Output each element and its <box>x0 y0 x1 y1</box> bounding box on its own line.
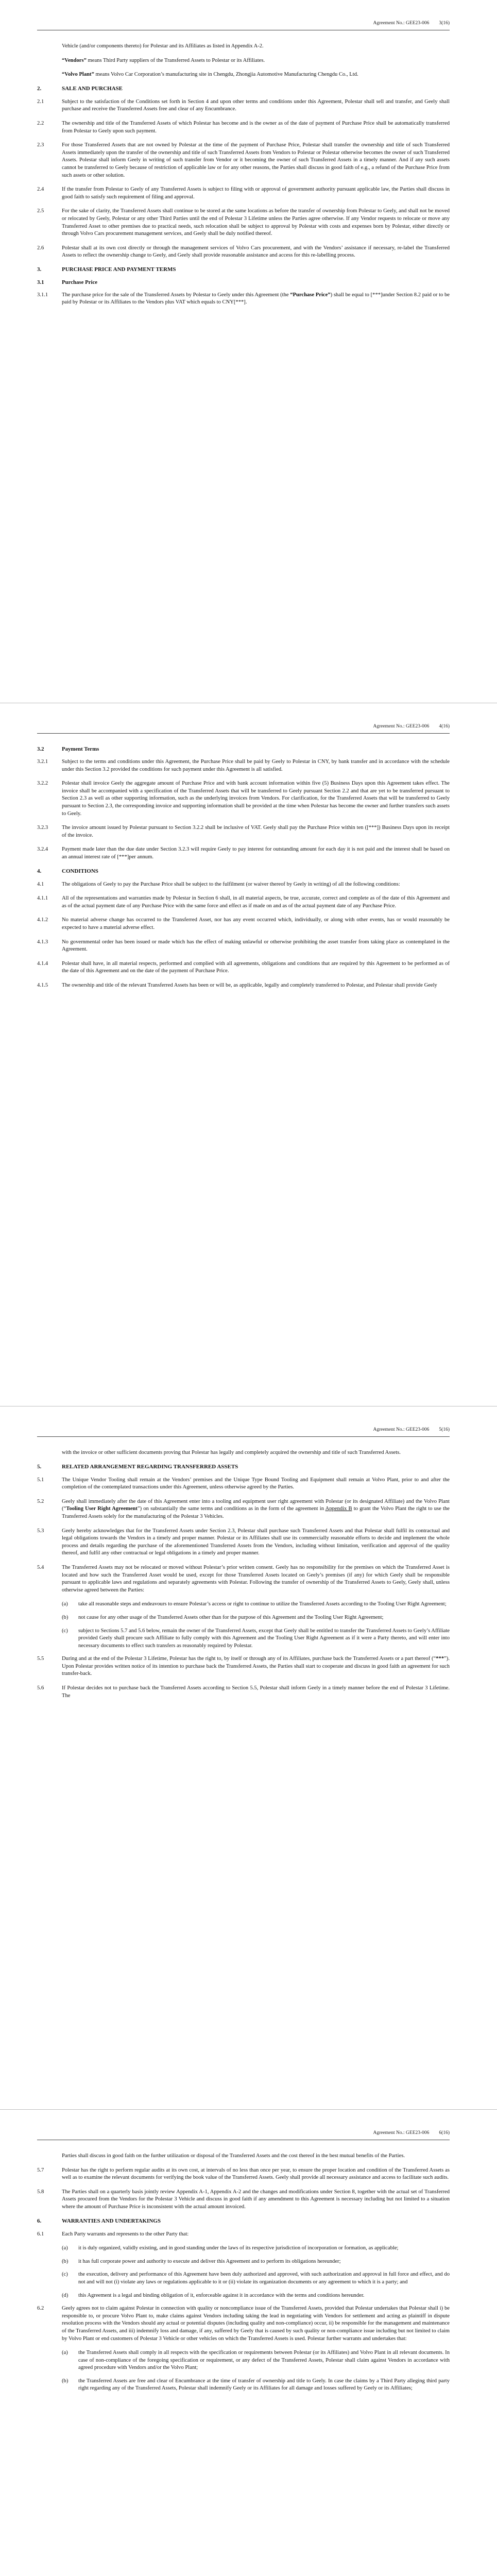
clause-text: Geely agrees not to claim against Polestar in connection with quality or noncompliance issue of the Transferred Assets, provided that Polestar undertakes that Polestar shall i) be responsible to, or procure Volvo Plant to, make claims against Vendors including taking the lead in negotiating with Vendors for settlement and acting as plaintiff in dispute resolution process with the Vendors should any actual or potential disputes (including quality and non-compliance) occur, ii) be responsible for the management and maintenance of the Transferred Assets, and iii) indemnify loss and damage, if any, suffered by Geely that is caused by such quality or non-compliance issue including but not limited to claim by Volvo Plant or end customers of Polestar 3 Vehicle or other vehicles on which the Transferred Assets is used. Polestar further warrants and undertakes that: <box>62 2306 450 2342</box>
clause-number: 6.2 <box>37 2306 44 2312</box>
definition-vendors <box>62 57 450 65</box>
clause-text-part: ) shall be equal to [***]under Section 8.2 paid or to be paid by Polestar or its Affiliates to the Vendors plus VAT which equals to CNY[***]. <box>62 292 450 306</box>
clause-text: The Transferred Assets may not be relocated or moved without Polestar’s prior written consent. Geely has no responsibility for the premises on which the Transferred Asset is located and how such the Transferred Asset would be used, except for those Transferred Assets located on Geely’s premises (if any) for which Geely shall be responsible pursuant to applicable laws and regulations and separately agreements with Polestar. Following the transfer of ownership of the Transferred Assets to Geely, Geely shall, unless otherwise agreed between the Parties: <box>62 1564 450 1593</box>
sub-clause-text: subject to Sections 5.7 and 5.6 below, remain the owner of the Transferred Assets, except that Geely shall be entitled to transfer the Transferred Assets to Geely’s Affiliate provided Geely shall procure such Affiliate to fully comply with this Agreement and the Tooling User Right Agreement as if it were a Party thereto, and will enter into necessary documents to effect such transfers as reasonably required by Polestar. <box>78 1628 450 1649</box>
clause <box>37 960 450 975</box>
clause-text: No material adverse change has occurred to the Transferred Asset, nor has any event occurred which, individually, or along with other events, has or would reasonably be expected to have a material adverse effect. <box>62 917 450 930</box>
definition-volvo-plant <box>62 71 450 79</box>
clause-number: 4.1.1 <box>37 895 48 902</box>
clause <box>37 2305 450 2343</box>
section-title: WARRANTIES AND UNDERTAKINGS <box>62 2217 161 2224</box>
clause-text-part: Geely shall immediately after the date of this Agreement enter into a tooling and equipment user right agreement with Polestar (or its designated Affiliate) and the Volvo Plant (“ <box>62 1498 450 1512</box>
clause-text: Subject to the terms and conditions under this Agreement, the Purchase Price shall be paid by Geely to Polestar in CNY, by bank transfer and in accordance with the schedule under this Section 3.2 provided the conditions for such payment under this Agreement is all satisfied. <box>62 759 450 772</box>
section-title: PURCHASE PRICE AND PAYMENT TERMS <box>62 266 176 273</box>
clause <box>37 245 450 260</box>
page-6 <box>0 2110 497 2576</box>
clause-number: 2.6 <box>37 245 44 251</box>
sub-clause-letter: (a) <box>62 2245 68 2251</box>
subsection-title: Purchase Price <box>62 279 98 285</box>
clause-number: 2.1 <box>37 98 44 105</box>
sub-clause <box>62 2378 450 2393</box>
sub-clause-letter: (b) <box>62 1614 68 1620</box>
clause-number: 5.7 <box>37 2167 44 2173</box>
clause <box>37 186 450 201</box>
clause-text: If Polestar decides not to purchase back the Transferred Assets according to Section 5.5, Polestar shall inform Geely in a timely manner before the end of Polestar 3 Lifetime. The <box>62 1685 450 1699</box>
clause-text <box>62 1655 450 1678</box>
clause-text: All of the representations and warranties made by Polestar in Section 6 shall, in all material aspects, be true, accurate, correct and complete as of the date of this Agreement and as of the actual payment date of any Purchase Price with the same force and effect as if made on and as of the actual payment date of any Purchase Price. <box>62 895 450 909</box>
sub-clause <box>62 1614 450 1622</box>
clause-text: The Unique Vendor Tooling shall remain at the Vendors’ premises and the Unique Type Bound Tooling and Equipment shall remain at Volvo Plant, prior to and after the completion of the contemplated transactions under this Agreement, unless otherwise agreed by the Parties. <box>62 1477 450 1490</box>
sub-clause-letter: (c) <box>62 1628 68 1634</box>
clause-text-part: The purchase price for the sale of the Transferred Assets by Polestar to Geely under this Agreement (the <box>62 292 290 298</box>
sub-clause-text: not cause for any other usage of the Transferred Assets other than for the purpose of this Agreement and the Tooling User Right Agreement; <box>78 1614 384 1620</box>
page-header <box>37 20 450 27</box>
clause <box>37 758 450 773</box>
sub-clause-letter: (b) <box>62 2258 68 2264</box>
clause-text: Each Party warrants and represents to the other Party that: <box>62 2231 189 2237</box>
page-number: 4(16) <box>439 724 450 729</box>
clause-text: Polestar shall at its own cost directly or through the management services of Volvo Cars procurement, and with the Vendors’ assistance if necessary, re-label the Transferred Assets to reflect the ownership change to Geely, and Geely shall provide reasonable assistance and access for this re-labelling process. <box>62 245 450 259</box>
clause <box>37 2231 450 2239</box>
sub-clause-text: the execution, delivery and performance of this Agreement have been duly authorized and approved, with such authorization and approval in full force and effect, and do not and will not (i) violate any laws or regulations applicable to it or (ii) violate its organization documents or any agreement to which it is a party; and <box>78 2272 450 2285</box>
clause-text-part: ”). Upon Polestar provides written notice of its intention to purchase back the Transferred Assets, the Parties shall start to cooperate and discuss in good faith an agreement for such transfer-back. <box>62 1656 450 1677</box>
clause-number: 2.5 <box>37 208 44 214</box>
subsection-number: 3.2 <box>37 746 44 752</box>
clause-number: 2.2 <box>37 120 44 126</box>
clause-number: 5.3 <box>37 1528 44 1534</box>
clause-number: 3.2.4 <box>37 846 48 853</box>
sub-clause <box>62 2245 450 2252</box>
sub-clause-text: this Agreement is a legal and binding obligation of it, enforceable against it in accordance with the terms and conditions hereunder. <box>78 2292 365 2298</box>
clause <box>37 780 450 818</box>
clause-text: Payment made later than the due date under Section 3.2.3 will require Geely to pay interest for outstanding amount for each day it is not paid and the interest shall be based on an annual interest rate of [***]per annum. <box>62 846 450 860</box>
clause <box>37 208 450 238</box>
section-number: 6. <box>37 2217 42 2224</box>
clause <box>37 846 450 861</box>
sub-clause-letter: (a) <box>62 2350 68 2356</box>
sub-clause-letter: (c) <box>62 2272 68 2278</box>
sub-clause-text: it has full corporate power and authority to execute and deliver this Agreement and to perform its obligations hereunder; <box>78 2258 341 2264</box>
section-number: 3. <box>37 266 42 273</box>
clause-text: If the transfer from Polestar to Geely of any Transferred Assets is subject to filing with or approval of government authority pursuant applicable law, the Parties shall discuss in good faith to satisfy such requirement of filing and approval. <box>62 187 450 200</box>
clause-text: The obligations of Geely to pay the Purchase Price shall be subject to the fulfilment (or waiver thereof by Geely in writing) of all the following conditions: <box>62 881 400 887</box>
sub-clause-text: take all reasonable steps and endeavours to ensure Polestar’s access or right to continue to utilize the Transferred Assets according to the Tooling User Right Agreement; <box>78 1601 447 1607</box>
clause <box>37 895 450 910</box>
clause-number: 4.1.5 <box>37 982 48 988</box>
clause-text: Polestar has the right to perform regular audits at its own cost, at intervals of no less than once per year, to ensure the proper location and condition of the Transferred Assets as well as to examine the relevant documents for verifying the book value of the Transferred Assets. Geely shall provide all necessary assistance and access to facilitate such audits. <box>62 2167 450 2181</box>
sub-clause <box>62 2258 450 2266</box>
sub-clause-text: it is duly organized, validly existing, and in good standing under the laws of its respective jurisdiction of incorporation or formation, as applicable; <box>78 2245 399 2251</box>
agreement-number: Agreement No.: GEE23-006 <box>373 1427 430 1432</box>
clause-number: 5.4 <box>37 1564 44 1570</box>
sub-clause <box>62 2349 450 2372</box>
clause <box>37 1655 450 1678</box>
definition-text: means Volvo Car Corporation’s manufacturing site in Chengdu, Zhongjia Automotive Manufacturing Chengdu Co., Ltd. <box>94 72 358 78</box>
clause-number: 5.5 <box>37 1656 44 1662</box>
definition-term: “Vendors” <box>62 57 87 63</box>
clause-number: 4.1.4 <box>37 960 48 967</box>
sub-clause <box>62 1601 450 1608</box>
clause-text: For those Transferred Assets that are not owned by Polestar at the time of the payment of Purchase Price, Polestar shall transfer the ownership and title of such Transferred Assets immediately upon the transfer of the ownership and title of such Transferred Assets from Vendors to Polestar or Polestar otherwise becomes the owner of such Transferred Assets. Polestar shall inform Geely in writing of such transfer from Vendor or it becoming the owner of such Transferred Assets in a timely manner. And if any such assets cannot be transferred to Geely because of restriction of applicable law or for any other reasons, the Parties shall discuss in good faith of e.g., a refund of the Purchase Price from such assets or other solution. <box>62 142 450 178</box>
clause-number: 3.2.1 <box>37 759 48 765</box>
agreement-number: Agreement No.: GEE23-006 <box>373 21 430 26</box>
definition-term: “Volvo Plant” <box>62 72 94 78</box>
section-heading <box>37 86 450 92</box>
clause-continuation: with the invoice or other sufficient documents proving that Polestar has legally and completely acquired the ownership and title of such Transferred Assets. <box>62 1450 401 1455</box>
section-heading <box>37 266 450 273</box>
clause-text: The ownership and title of the relevant Transferred Assets has been or will be, as applicable, legally and completely transferred to Polestar, and Polestar shall provide Geely <box>62 982 437 988</box>
section-heading <box>37 868 450 874</box>
clause <box>37 2189 450 2211</box>
subsection-heading <box>37 279 450 285</box>
definition-continuation: Vehicle (and/or components thereto) for Polestar and its Affiliates as listed in Appendix A-2. <box>62 43 264 49</box>
header-rule <box>37 733 450 734</box>
clause-text <box>62 1498 450 1521</box>
section-number: 5. <box>37 1463 42 1470</box>
clause-number: 3.2.2 <box>37 781 48 787</box>
clause-number: 5.6 <box>37 1685 44 1691</box>
section-heading <box>37 1464 450 1470</box>
sub-clause-text: the Transferred Assets are free and clear of Encumbrance at the time of transfer of ownership and title to Geely. In case the claims by a Third Party alleging third party right regarding any of the Transferred Assets, Polestar shall indemnify Geely or its Affiliates for all damage and losses suffered by Geely or its Affiliates; <box>78 2378 450 2392</box>
clause-text-part: ”) on substantially the same terms and conditions as in the form of the agreement in <box>137 1506 325 1512</box>
sub-clause <box>62 2271 450 2286</box>
clause <box>37 1564 450 1594</box>
section-title: RELATED ARRANGEMENT REGARDING TRANSFERRED ASSETS <box>62 1463 238 1470</box>
clause-number: 3.2.3 <box>37 825 48 831</box>
clause-text: Polestar shall invoice Geely the aggregate amount of Purchase Price and with bank account information within five (5) Business Days upon this Agreement takes effect. The invoice shall be accompanied with a specification of the Transferred Assets that will be transferred to Geely pursuant Section 2.2 and that are yet to be transferred pursuant to Section 2.3 as well as other supporting information, such as the underlying invoices from Vendors. For clarification, for the Transferred Assets that will be transferred to Geely pursuant to Section 2.3, the corresponding invoice and supporting information shall be provided at the time when Polestar has become the owner and further transfers such assets to Geely. <box>62 781 450 817</box>
clause-text: Polestar shall have, in all material respects, performed and complied with all agreements, obligations and conditions that are required by this Agreement to be performed as of the date of this Agreement and on the date of the payment of Purchase Price. <box>62 960 450 974</box>
sub-clause <box>62 2292 450 2300</box>
clause <box>37 120 450 135</box>
clause-number: 2.4 <box>37 187 44 193</box>
page-header <box>37 2129 450 2137</box>
header-rule <box>37 1436 450 1437</box>
clause <box>37 2167 450 2182</box>
clause <box>37 982 450 990</box>
clause-text: Subject to the satisfaction of the Conditions set forth in Section 4 and upon other terms and conditions under this Agreement, Polestar shall sell and transfer, and Geely shall purchase and receive the Transferred Assets free and clear of any Encumbrance. <box>62 98 450 112</box>
clause <box>37 824 450 839</box>
clause <box>37 1528 450 1557</box>
page-4 <box>0 703 497 1406</box>
clause <box>37 917 450 931</box>
clause-text: The invoice amount issued by Polestar pursuant to Section 3.2.2 shall be inclusive of VAT. Geely shall pay the Purchase Price within ten ([***]) Business Days upon its receipt of the invoice. <box>62 825 450 838</box>
clause <box>37 1498 450 1521</box>
clause-text <box>62 292 450 307</box>
defined-term: *** <box>436 1656 444 1662</box>
page-3 <box>0 0 497 703</box>
clause <box>37 142 450 179</box>
section-title: CONDITIONS <box>62 868 98 874</box>
section-title: SALE AND PURCHASE <box>62 85 123 92</box>
page-number: 3(16) <box>439 21 450 26</box>
sub-clause-letter: (d) <box>62 2292 68 2298</box>
agreement-number: Agreement No.: GEE23-006 <box>373 724 430 729</box>
clause-number: 4.1 <box>37 881 44 887</box>
clause-number: 5.2 <box>37 1498 44 1504</box>
sub-clause-text: the Transferred Assets shall comply in all respects with the specification or requirements between Polestar (or its Affiliates) and Volvo Plant in all relevant documents. In case of non-compliance of the foregoing specification or requirement, or any defect of the Transferred Assets, Polestar shall claim against Vendors in accordance with agreed procedure with Vendors and/or the Volvo Plant; <box>78 2350 450 2371</box>
clause-text: The ownership and title of the Transferred Assets of which Polestar has become and is the owner as of the date of payment of Purchase Price shall be automatically transferred from Polestar to Geely upon such payment. <box>62 120 450 134</box>
clause <box>37 939 450 954</box>
clause-text-part: to grant the Volvo Plant the right to use the Transferred Assets solely for the manufacturing of the Polestar 3 Vehicles. <box>62 1506 450 1519</box>
clause-number: 4.1.3 <box>37 939 48 945</box>
clause <box>37 292 450 307</box>
page-5 <box>0 1406 497 2109</box>
page-header <box>37 723 450 730</box>
clause-continuation: Parties shall discuss in good faith on the further utilization or disposal of the Transferred Assets and the cost thereof in the best mutual benefits of the Parties. <box>62 2153 405 2159</box>
clause <box>37 1685 450 1700</box>
section-heading <box>37 2218 450 2224</box>
clause <box>37 98 450 113</box>
clause <box>37 1477 450 1492</box>
page-number: 5(16) <box>439 1427 450 1432</box>
clause-text: No governmental order has been issued or made which has the effect of making unlawful or otherwise prohibiting the asset transfer from taking place as contemplated in the Agreement. <box>62 939 450 953</box>
definition-text: means Third Party suppliers of the Transferred Assets to Polestar or its Affiliates. <box>86 57 265 63</box>
clause-number: 4.1.2 <box>37 917 48 923</box>
sub-clause <box>62 1628 450 1650</box>
clause-text: For the sake of clarity, the Transferred Assets shall continue to be stored at the same locations as before the transfer of ownership from Polestar to Geely, and shall not be moved or relocated by Geely, Polestar or any other Third Parties until the end of Polestar 3 Lifetime unless the Parties agree otherwise. If any Vendor requests to relocate or move any Transferred Asset to other premises due to practical needs, such relocation shall be subject to approval by Polestar with costs and expenses born by Polestar, either directly or through Volvo Cars procurement management services, and Geely shall be duly notified thereof. <box>62 208 450 237</box>
page-header <box>37 1426 450 1433</box>
defined-term: Tooling User Right Agreement <box>66 1506 138 1512</box>
subsection-title: Payment Terms <box>62 746 99 752</box>
subsection-number: 3.1 <box>37 279 44 285</box>
defined-term: “Purchase Price” <box>290 292 331 298</box>
clause-text: Geely hereby acknowledges that for the Transferred Assets under Section 2.3, Polestar shall purchase such Transferred Assets and that Polestar shall fulfil its contractual and legal obligations towards the Vendors in a timely and proper manner. Polestar or its Affiliates shall use its commercially reasonable efforts to decide and implement the whole process and details regarding the purchase of the aforementioned Transferred Assets from the Vendors, including without limitation, verification and approval of the quality thereof, and fulfil any other contractual or legal obligations in a timely and proper manner. <box>62 1528 450 1556</box>
agreement-number: Agreement No.: GEE23-006 <box>373 2130 430 2136</box>
clause-number: 5.8 <box>37 2189 44 2195</box>
appendix-reference: Appendix B <box>325 1506 352 1512</box>
clause-text: The Parties shall on a quarterly basis jointly review Appendix A-1, Appendix A-2 and the changes and modifications under Section 8, together with the actual set of Transferred Assets procured from the Vendors for the Polestar 3 Vehicle and discuss in good faith if any amendment to this Agreement is necessary including but not limited to a situation where the amount of Purchase Price is inconsistent with the actual amount invoiced. <box>62 2189 450 2210</box>
clause-number: 3.1.1 <box>37 292 48 298</box>
subsection-heading <box>37 746 450 752</box>
clause-text-part: During and at the end of the Polestar 3 Lifetime, Polestar has the right to, by itself or through any of its Affiliates, purchase back the Transferred Assets or a part thereof (“ <box>62 1656 436 1662</box>
clause-number: 2.3 <box>37 142 44 148</box>
clause <box>37 881 450 889</box>
section-number: 2. <box>37 85 42 92</box>
sub-clause-letter: (b) <box>62 2378 68 2384</box>
page-number: 6(16) <box>439 2130 450 2136</box>
clause-number: 6.1 <box>37 2231 44 2237</box>
sub-clause-letter: (a) <box>62 1601 68 1607</box>
section-number: 4. <box>37 868 42 874</box>
clause-number: 5.1 <box>37 1477 44 1483</box>
